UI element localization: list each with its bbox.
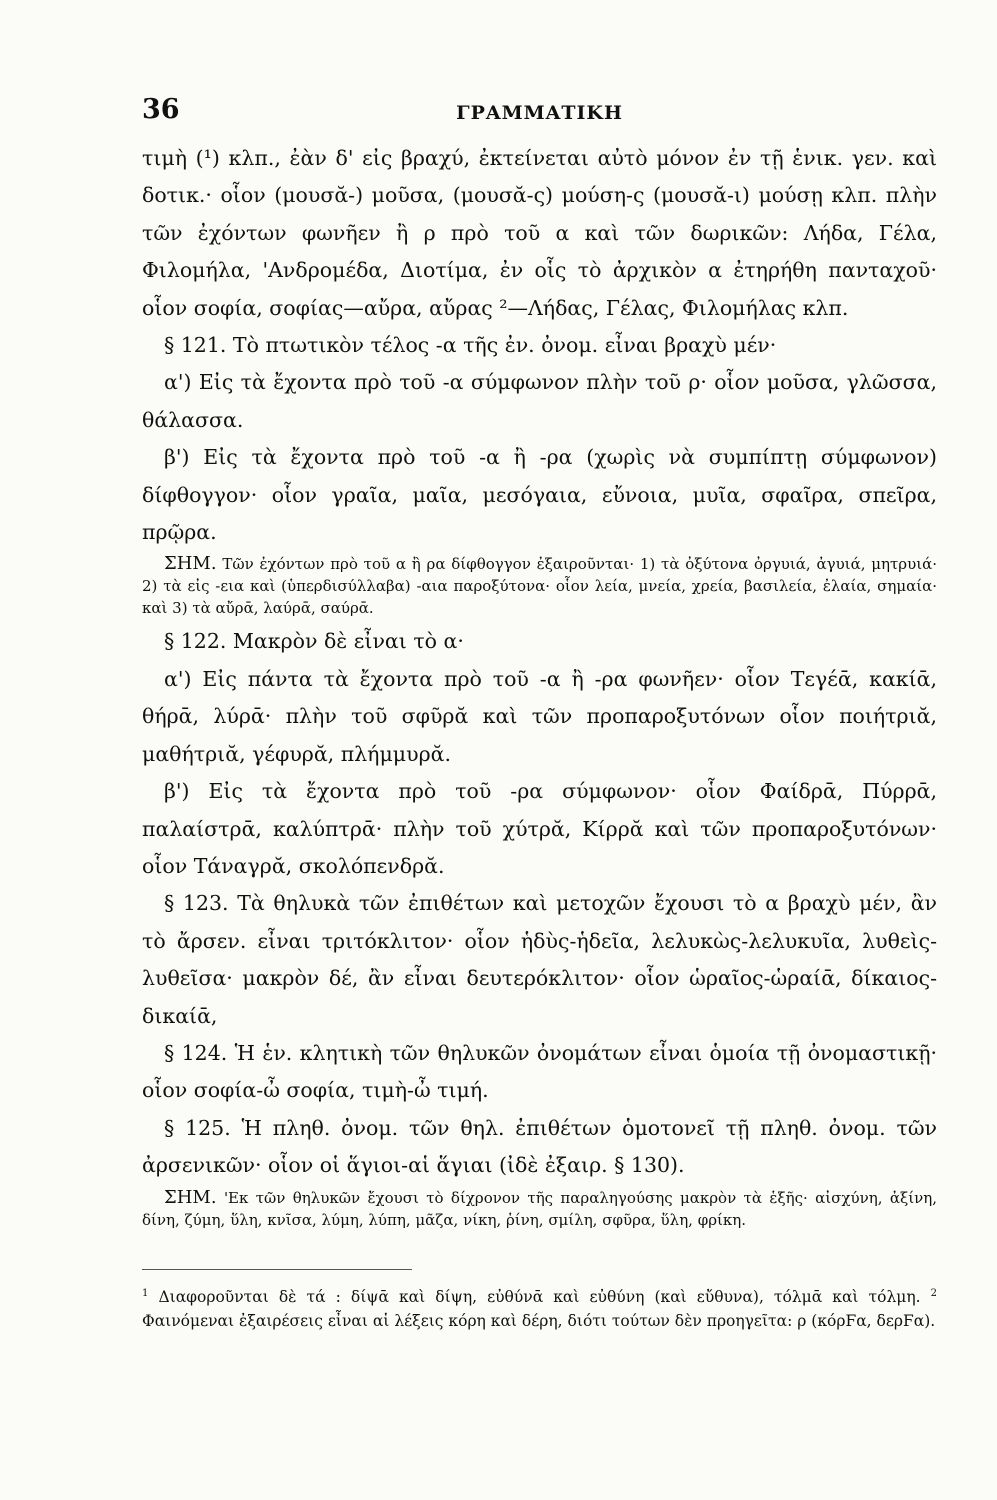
paragraph-continuation: τιμὴ (¹) κλπ., ἐὰν δ' εἰς βραχύ, ἐκτείνεται αὐτὸ μόνον ἐν τῇ ἑνικ. γεν. καὶ δοτικ.· οἷον (μουσᾰ-) μοῦσα, (μουσᾰ-ς) μούση-ς (μουσᾰ-ι) μούσῃ κλπ. πλὴν τῶν ἐχόντων φωνῆεν ἢ ρ πρὸ τοῦ α καὶ τῶν δωρικῶν: Λήδα, Γέλα, Φιλομήλα, 'Ανδρομέδα, Διοτίμα, ἐν οἷς τὸ ἀρχικὸν α ἐτηρήθη πανταχοῦ· οἷον σοφία, σοφίας—αὔρα, αὔρας ²—Λήδας, Γέλας, Φιλομήλας κλπ.: [142, 146, 937, 320]
main-text: [142, 140, 937, 1231]
section-121-b: β') Εἰς τὰ ἔχοντα πρὸ τοῦ -α ἢ -ρα (χωρὶς νὰ συμπίπτῃ σύμφωνον) δίφθογγον· οἷον γραῖα, μαῖα, μεσόγαια, εὔνοια, μυῖα, σφαῖρα, σπεῖρα, πρῷρα.: [142, 445, 937, 545]
section-123: § 123. Τὰ θηλυκὰ τῶν ἐπιθέτων καὶ μετοχῶν ἔχουσι τὸ α βραχὺ μέν, ἂν τὸ ἄρσεν. εἶναι τριτόκλιτον· οἷον ἡδὺς-ἡδεῖα, λελυκὼς-λελυκυῖα, λυθεὶς-λυθεῖσα· μακρὸν δέ, ἂν εἶναι δευτερόκλιτον· οἷον ὡραῖος-ὡραίᾱ, δίκαιος-δικαίᾱ,: [142, 891, 937, 1028]
note-125: [142, 1187, 937, 1231]
section-124: § 124. Ἡ ἑν. κλητικὴ τῶν θηλυκῶν ὀνομάτων εἶναι ὁμοία τῇ ὀνομαστικῇ· οἷον σοφία-ὦ σοφία, τιμὴ-ὦ τιμή.: [142, 1040, 937, 1103]
note-text: Τῶν ἐχόντων πρὸ τοῦ α ἢ ρα δίφθογγον ἐξαιροῦνται· 1) τὰ ὀξύτονα ὀργυιά, ἀγυιά, μητρυιά· 2) τὰ εἰς -εια καὶ (ὑπερδισύλλαβα) -αια παροξύτονα· οἷον λεία, μνεία, χρεία, βασιλεία, ἐλαία, σημαία· καὶ 3) τὰ αὔρᾱ, λαύρᾱ, σαύρᾱ.: [142, 555, 937, 618]
footnote-divider: [142, 1269, 412, 1270]
section-122-b: β') Εἰς τὰ ἔχοντα πρὸ τοῦ -ρα σύμφωνον· οἷον Φαίδρᾱ, Πύρρᾱ, παλαίστρᾱ, καλύπτρᾱ· πλὴν τοῦ χύτρᾰ, Κίρρᾰ καὶ τῶν προπαροξυτόνων· οἷον Τάναγρᾰ, σκολόπενδρᾰ.: [142, 779, 937, 878]
footnotes: [142, 1282, 937, 1333]
section-122-a: α') Εἰς πάντα τὰ ἔχοντα πρὸ τοῦ -α ἢ -ρα φωνῆεν· οἷον Τεγέᾱ, κακίᾱ, θήρᾱ, λύρᾱ· πλὴν τοῦ σφῦρᾰ καὶ τῶν προπαροξυτόνων οἷον ποιήτριᾰ, μαθήτριᾰ, γέφυρᾰ, πλήμμυρᾰ.: [142, 666, 937, 766]
running-title: ΓΡΑΜΜΑΤΙΚΗ: [456, 102, 623, 124]
section-125: § 125. Ἡ πληθ. ὀνομ. τῶν θηλ. ἐπιθέτων ὁμοτονεῖ τῇ πληθ. ὀνομ. τῶν ἀρσενικῶν· οἷον οἱ ἅγιοι-αἱ ἅγιαι (ἰδὲ ἐξαιρ. § 130).: [142, 1115, 937, 1178]
section-122-heading: § 122. Μακρὸν δὲ εἶναι τὸ α·: [164, 629, 464, 654]
footnote-2-mark: 2: [930, 1287, 937, 1299]
note-label: ΣΗΜ.: [164, 1186, 217, 1208]
note-text: 'Εκ τῶν θηλυκῶν ἔχουσι τὸ δίχρονον τῆς παραληγούσης μακρὸν τὰ ἑξῆς· αἰσχύνη, ἀξίνη, δίνη, ζύμη, ὕλη, κνῖσα, λύμη, λύπη, μᾶζα, νίκη, ῥίνη, σμίλη, σφῦρα, ὕλη, φρίκη.: [142, 1188, 937, 1229]
note-121: [142, 553, 937, 619]
page-header: [142, 80, 937, 140]
footnote-1-text: Διαφοροῦνται δὲ τά : δίψᾱ καὶ δίψη, εὐθύνᾱ καὶ εὐθύνη (καὶ εὔθυνα), τόλμᾱ καὶ τόλμη.: [158, 1287, 921, 1306]
section-121-heading: § 121. Τὸ πτωτικὸν τέλος -α τῆς ἐν. ὀνομ. εἶναι βραχὺ μέν·: [164, 333, 777, 358]
note-label: ΣΗΜ.: [164, 553, 217, 575]
section-121-a: α') Εἰς τὰ ἔχοντα πρὸ τοῦ -α σύμφωνον πλὴν τοῦ ρ· οἷον μοῦσα, γλῶσσα, θάλασσα.: [142, 370, 937, 432]
page-number: 36: [142, 94, 180, 125]
footnote-2-text: Φαινόμεναι ἐξαιρέσεις εἶναι αἱ λέξεις κόρη καὶ δέρη, διότι τούτων δὲν προηγεῖτα: ρ (κόρϜα, δερϜα).: [142, 1311, 936, 1330]
footnote-1-mark: 1: [142, 1287, 149, 1299]
